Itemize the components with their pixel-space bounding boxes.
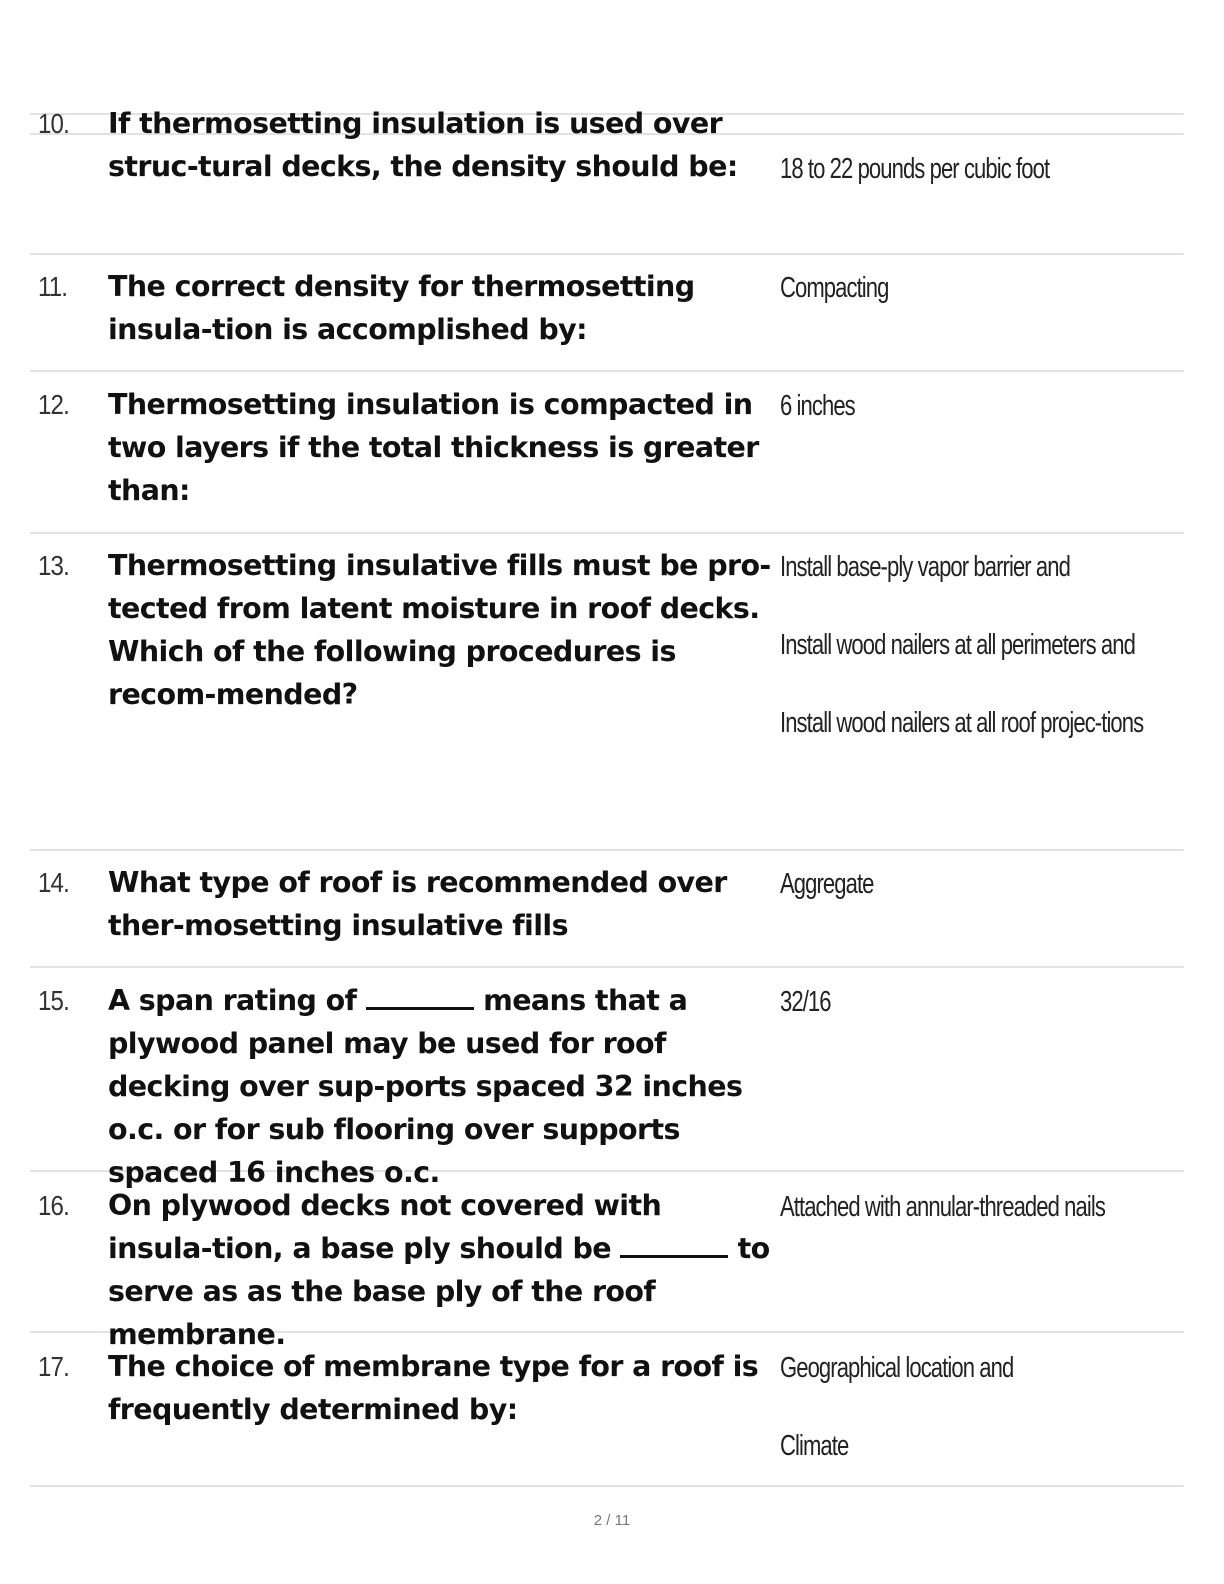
question-text: The correct density for thermosetting insula-tion is accomplished by: [108, 270, 695, 346]
question-text-part: means that a plywood panel may be used for roof decking over sup-ports spaced 32 inches o.c. or for sub flooring over supports spaced 16 inches o.c. [108, 984, 743, 1189]
answer-text: Install wood nailers at all roof projec-tions [780, 707, 1144, 739]
divider [30, 1485, 1184, 1487]
divider [30, 532, 1184, 534]
fill-in-blank [366, 981, 474, 1010]
divider [30, 370, 1184, 372]
question-number: 17. [38, 1351, 69, 1382]
answer-text: 18 to 22 pounds per cubic foot [780, 153, 1050, 185]
question-text: What type of roof is recommended over ther-mosetting insulative fills [108, 866, 727, 942]
question-text: Thermosetting insulation is compacted in two layers if the total thickness is greater than: [108, 388, 759, 507]
answer-text: 6 inches [780, 390, 855, 422]
answer-text: 32/16 [780, 986, 831, 1018]
fill-in-blank [620, 1229, 728, 1258]
question-number: 12. [38, 389, 69, 420]
question-text [108, 979, 774, 1194]
question-number: 16. [38, 1190, 69, 1221]
answer-text: Climate [780, 1430, 849, 1462]
question-number: 15. [38, 985, 69, 1016]
answer-text: Install wood nailers at all perimeters and [780, 629, 1135, 661]
question-number: 13. [38, 550, 69, 581]
answer-text: Compacting [780, 272, 889, 304]
answer-list [780, 1186, 1180, 1229]
question-text [108, 1184, 774, 1356]
answer-list [780, 267, 1180, 310]
answer-list [780, 1347, 1180, 1468]
answer-text: Install base-ply vapor barrier and [780, 551, 1070, 583]
divider [30, 849, 1184, 851]
question-number: 14. [38, 867, 69, 898]
question-number: 11. [38, 271, 68, 302]
question-text: The choice of membrane type for a roof is frequently determined by: [108, 1350, 759, 1426]
answer-text: Attached with annular-threaded nails [780, 1191, 1105, 1223]
question-text-part: A span rating of [108, 984, 366, 1017]
answer-list [780, 546, 1180, 745]
answer-text: Aggregate [780, 868, 874, 900]
answer-list [780, 863, 1180, 906]
question-text-part: to serve as as the base ply of the roof membrane. [108, 1232, 770, 1351]
page-number: 2 / 11 [593, 1512, 631, 1529]
answer-list [780, 981, 1180, 1024]
answer-list [780, 148, 1180, 191]
question-text-part: On plywood decks not covered with insula-tion, a base ply should be [108, 1189, 662, 1265]
answer-text: Geographical location and [780, 1352, 1014, 1384]
question-text: If thermosetting insulation is used over struc-tural decks, the density should be: [108, 107, 738, 183]
divider [30, 253, 1184, 255]
question-number: 10. [38, 108, 69, 139]
question-text: Thermosetting insulative fills must be pro-tected from latent moisture in roof decks. Which of the following procedures is recom-mended? [108, 549, 771, 711]
divider [30, 966, 1184, 968]
answer-list [780, 385, 1180, 428]
